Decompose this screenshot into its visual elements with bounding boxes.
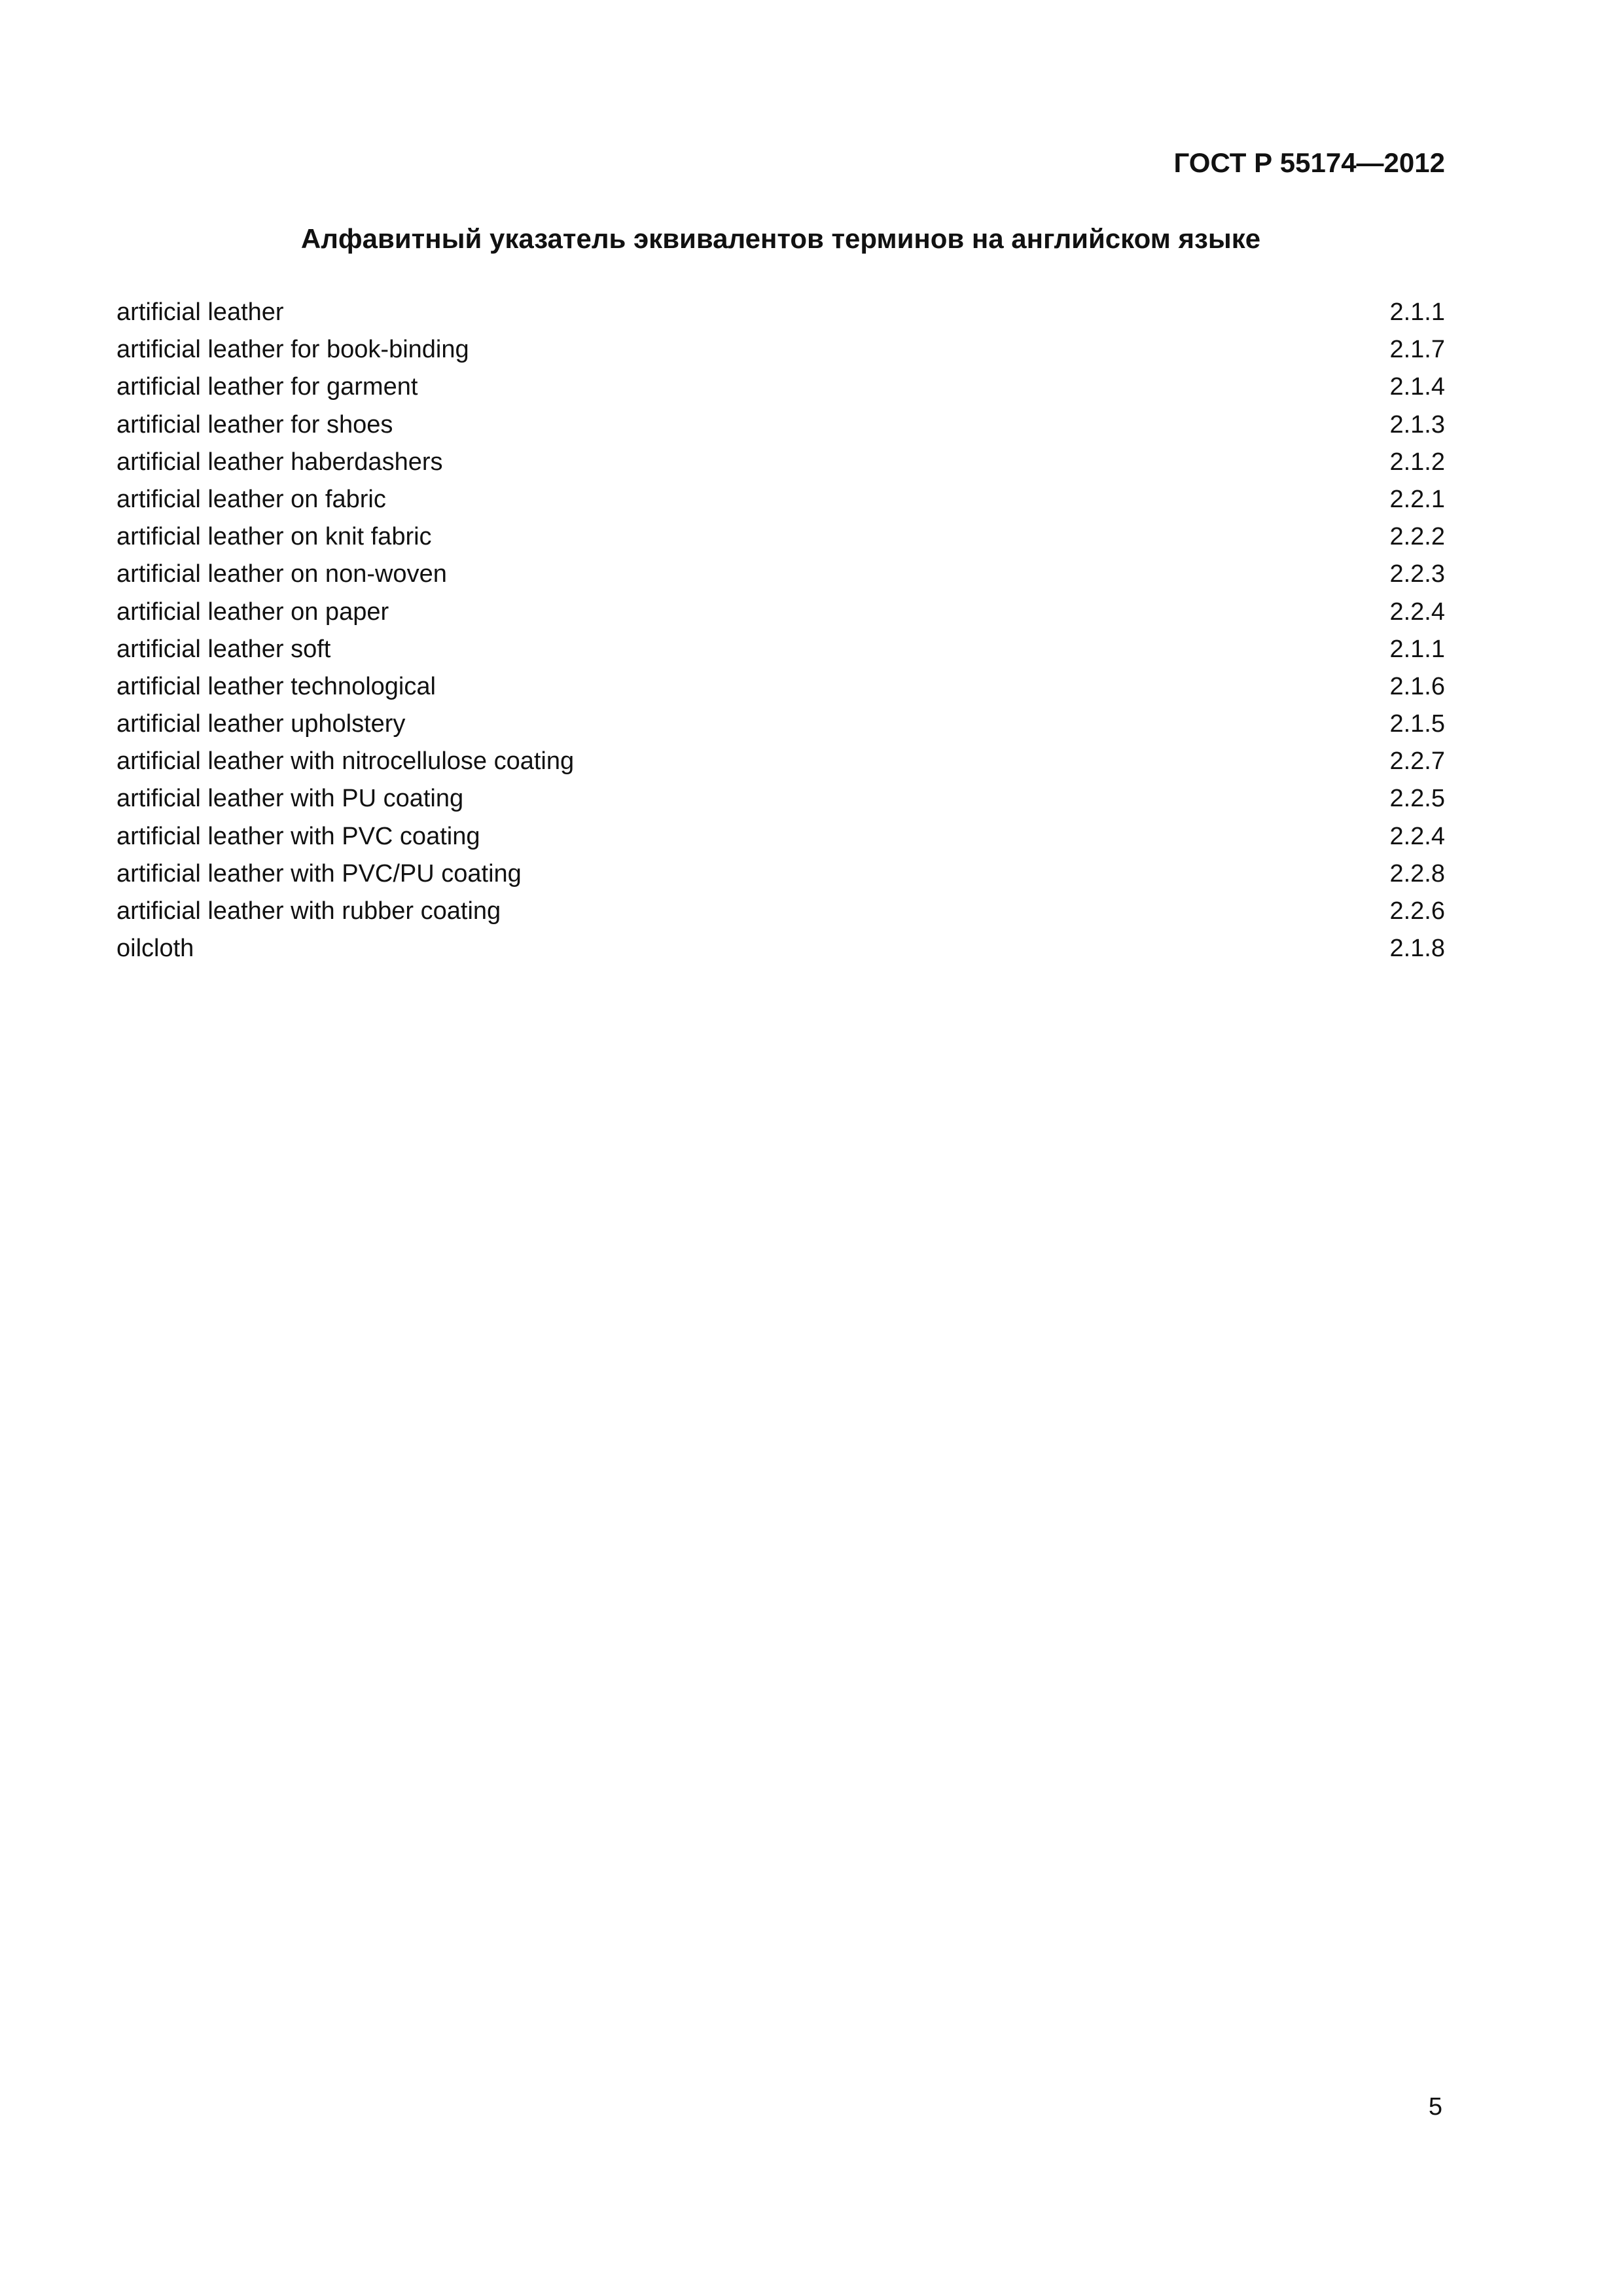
index-reference: 2.1.2 <box>1389 448 1445 476</box>
index-term: artificial leather with nitrocellulose coating <box>116 747 575 776</box>
index-entry <box>116 406 1445 444</box>
index-reference: 2.1.1 <box>1389 298 1445 326</box>
index-reference: 2.1.5 <box>1389 710 1445 738</box>
page-number: 5 <box>1428 2093 1442 2121</box>
index-term: artificial leather on non-woven <box>116 560 447 588</box>
index-entry <box>116 368 1445 406</box>
index-entry <box>116 818 1445 855</box>
index-reference: 2.1.7 <box>1389 336 1445 364</box>
index-reference: 2.1.4 <box>1389 373 1445 401</box>
index-term: artificial leather on knit fabric <box>116 523 432 551</box>
index-reference: 2.2.7 <box>1389 747 1445 776</box>
index-term: artificial leather for garment <box>116 373 418 401</box>
index-entry <box>116 668 1445 706</box>
index-reference: 2.2.8 <box>1389 859 1445 888</box>
index-term: artificial leather with PVC/PU coating <box>116 859 522 888</box>
index-term: artificial leather on paper <box>116 598 389 626</box>
index-term: oilcloth <box>116 935 194 963</box>
index-entry <box>116 780 1445 817</box>
index-entry <box>116 331 1445 368</box>
index-reference: 2.2.6 <box>1389 897 1445 925</box>
index-entry <box>116 743 1445 780</box>
index-entry <box>116 481 1445 518</box>
index-entry <box>116 556 1445 593</box>
index-term: artificial leather with PU coating <box>116 785 464 813</box>
index-term: artificial leather soft <box>116 635 331 663</box>
index-entry <box>116 855 1445 893</box>
index-reference: 2.2.3 <box>1389 560 1445 588</box>
index-term: artificial leather on fabric <box>116 485 386 513</box>
index-term: artificial leather for book-binding <box>116 336 469 364</box>
index-term: artificial leather technological <box>116 672 436 700</box>
index-term: artificial leather with PVC coating <box>116 822 480 850</box>
index-entry <box>116 893 1445 930</box>
index-reference: 2.2.4 <box>1389 598 1445 626</box>
document-code: ГОСТ Р 55174—2012 <box>1173 147 1445 178</box>
index-reference: 2.2.1 <box>1389 485 1445 513</box>
index-term: artificial leather for shoes <box>116 410 393 439</box>
index-entry <box>116 631 1445 668</box>
term-index-list <box>116 294 1445 967</box>
index-term: artificial leather <box>116 298 284 326</box>
index-reference: 2.1.3 <box>1389 410 1445 439</box>
index-entry <box>116 294 1445 331</box>
index-term: artificial leather with rubber coating <box>116 897 501 925</box>
index-term: artificial leather haberdashers <box>116 448 443 476</box>
index-entry <box>116 444 1445 481</box>
index-reference: 2.2.2 <box>1389 523 1445 551</box>
index-entry <box>116 930 1445 967</box>
index-entry <box>116 594 1445 631</box>
index-reference: 2.1.1 <box>1389 635 1445 663</box>
index-reference: 2.1.6 <box>1389 672 1445 700</box>
index-entry <box>116 518 1445 556</box>
index-reference: 2.2.4 <box>1389 822 1445 850</box>
index-title: Алфавитный указатель эквивалентов терминов на английском языке <box>300 223 1261 254</box>
index-entry <box>116 706 1445 743</box>
index-reference: 2.2.5 <box>1389 785 1445 813</box>
index-reference: 2.1.8 <box>1389 935 1445 963</box>
index-term: artificial leather upholstery <box>116 710 406 738</box>
